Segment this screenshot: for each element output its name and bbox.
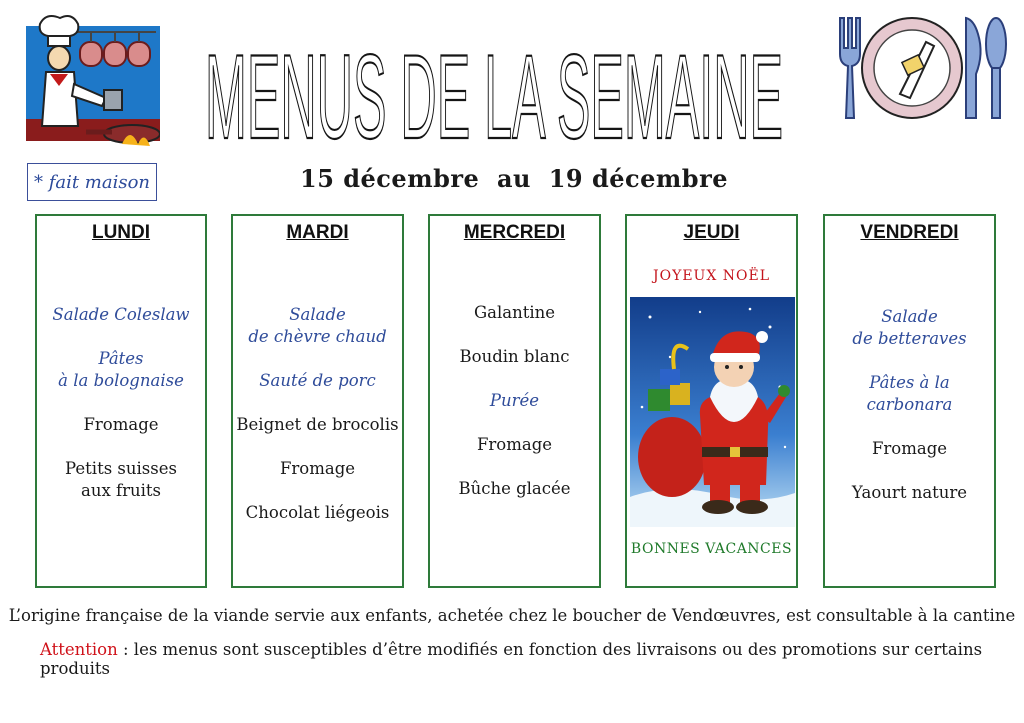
menu-item	[37, 304, 205, 326]
menu-item	[430, 478, 599, 500]
page-title	[205, 20, 785, 150]
attention-text: : les menus sont susceptibles d’être modifiés en fonction des livraisons ou des promotions sur certains produits	[40, 640, 983, 678]
menu-item	[825, 482, 994, 504]
plate-cutlery-icon	[832, 14, 1008, 126]
menu-item-text: aux fruits	[80, 481, 161, 500]
menu-item	[825, 306, 994, 350]
menu-item-text: Beignet de brocolis	[236, 415, 399, 434]
menu-item-text: Pâtes	[98, 349, 144, 368]
holiday-message: BONNES VACANCES	[630, 541, 793, 557]
day-column-lundi	[35, 214, 207, 588]
santa-claus-icon	[630, 297, 795, 527]
menu-item-text: Salade Coleslaw	[52, 305, 190, 324]
menu-item	[37, 414, 205, 436]
menu-item	[37, 458, 205, 502]
day-heading: MERCREDI	[463, 222, 566, 243]
menu-item	[430, 302, 599, 324]
menu-list	[430, 302, 599, 522]
attention-label: Attention	[40, 640, 118, 659]
menu-item-text: Salade	[881, 307, 938, 326]
day-column-mercredi	[428, 214, 601, 588]
menu-item-text: de chèvre chaud	[248, 327, 387, 346]
page-title-text: MENUS DE LA SEMAINE	[205, 30, 783, 150]
menu-item-text: Fromage	[871, 439, 948, 458]
menu-item-text: Yaourt nature	[851, 483, 968, 502]
menu-item-text: Chocolat liégeois	[245, 503, 390, 522]
menu-item	[233, 304, 402, 348]
homemade-legend-badge	[27, 163, 157, 201]
menu-item	[233, 458, 402, 480]
chef-cooking-icon	[26, 14, 160, 160]
day-heading: LUNDI	[91, 222, 151, 243]
menu-item-text: Boudin blanc	[459, 347, 570, 366]
menu-item-text: Salade	[289, 305, 346, 324]
menu-item-text: Galantine	[473, 303, 556, 322]
menu-item-text: carbonara	[866, 395, 953, 414]
menu-item	[825, 438, 994, 460]
menu-item	[233, 502, 402, 524]
menu-item-text: Pâtes à la	[869, 373, 950, 392]
date-range-text: 15 décembre au 19 décembre	[300, 164, 728, 193]
menu-item	[37, 348, 205, 392]
day-heading: JEUDI	[683, 222, 740, 243]
menu-item	[430, 390, 599, 412]
menu-item	[430, 434, 599, 456]
menu-item-text: de betteraves	[852, 329, 967, 348]
menu-item	[825, 372, 994, 416]
homemade-legend-text: * fait maison	[33, 171, 151, 193]
menu-item-text: Fromage	[279, 459, 356, 478]
menu-item-text: Bûche glacée	[458, 479, 571, 498]
date-range	[300, 164, 728, 193]
menu-item	[233, 414, 402, 436]
christmas-greeting: JOYEUX NOËL	[652, 268, 770, 284]
attention-notice	[40, 640, 1000, 678]
menu-item-text: Fromage	[476, 435, 553, 454]
day-column-vendredi	[823, 214, 996, 588]
day-column-jeudi	[625, 214, 798, 588]
day-heading: VENDREDI	[860, 222, 959, 243]
menu-list	[37, 304, 205, 524]
menu-item	[233, 370, 402, 392]
day-column-mardi	[231, 214, 404, 588]
day-heading: MARDI	[286, 222, 349, 243]
menu-item	[430, 346, 599, 368]
menu-list	[233, 304, 402, 546]
menu-item-text: Petits suisses	[65, 459, 177, 478]
menu-item-text: à la bolognaise	[58, 371, 184, 390]
menu-item-text: Fromage	[83, 415, 159, 434]
meat-origin-notice: L’origine française de la viande servie aux enfants, achetée chez le boucher de Vendœuvres, est consultable à la cantine	[8, 606, 1016, 625]
menu-list	[825, 306, 994, 526]
menu-item-text: Sauté de porc	[259, 371, 376, 390]
menu-item-text: Purée	[489, 391, 540, 410]
